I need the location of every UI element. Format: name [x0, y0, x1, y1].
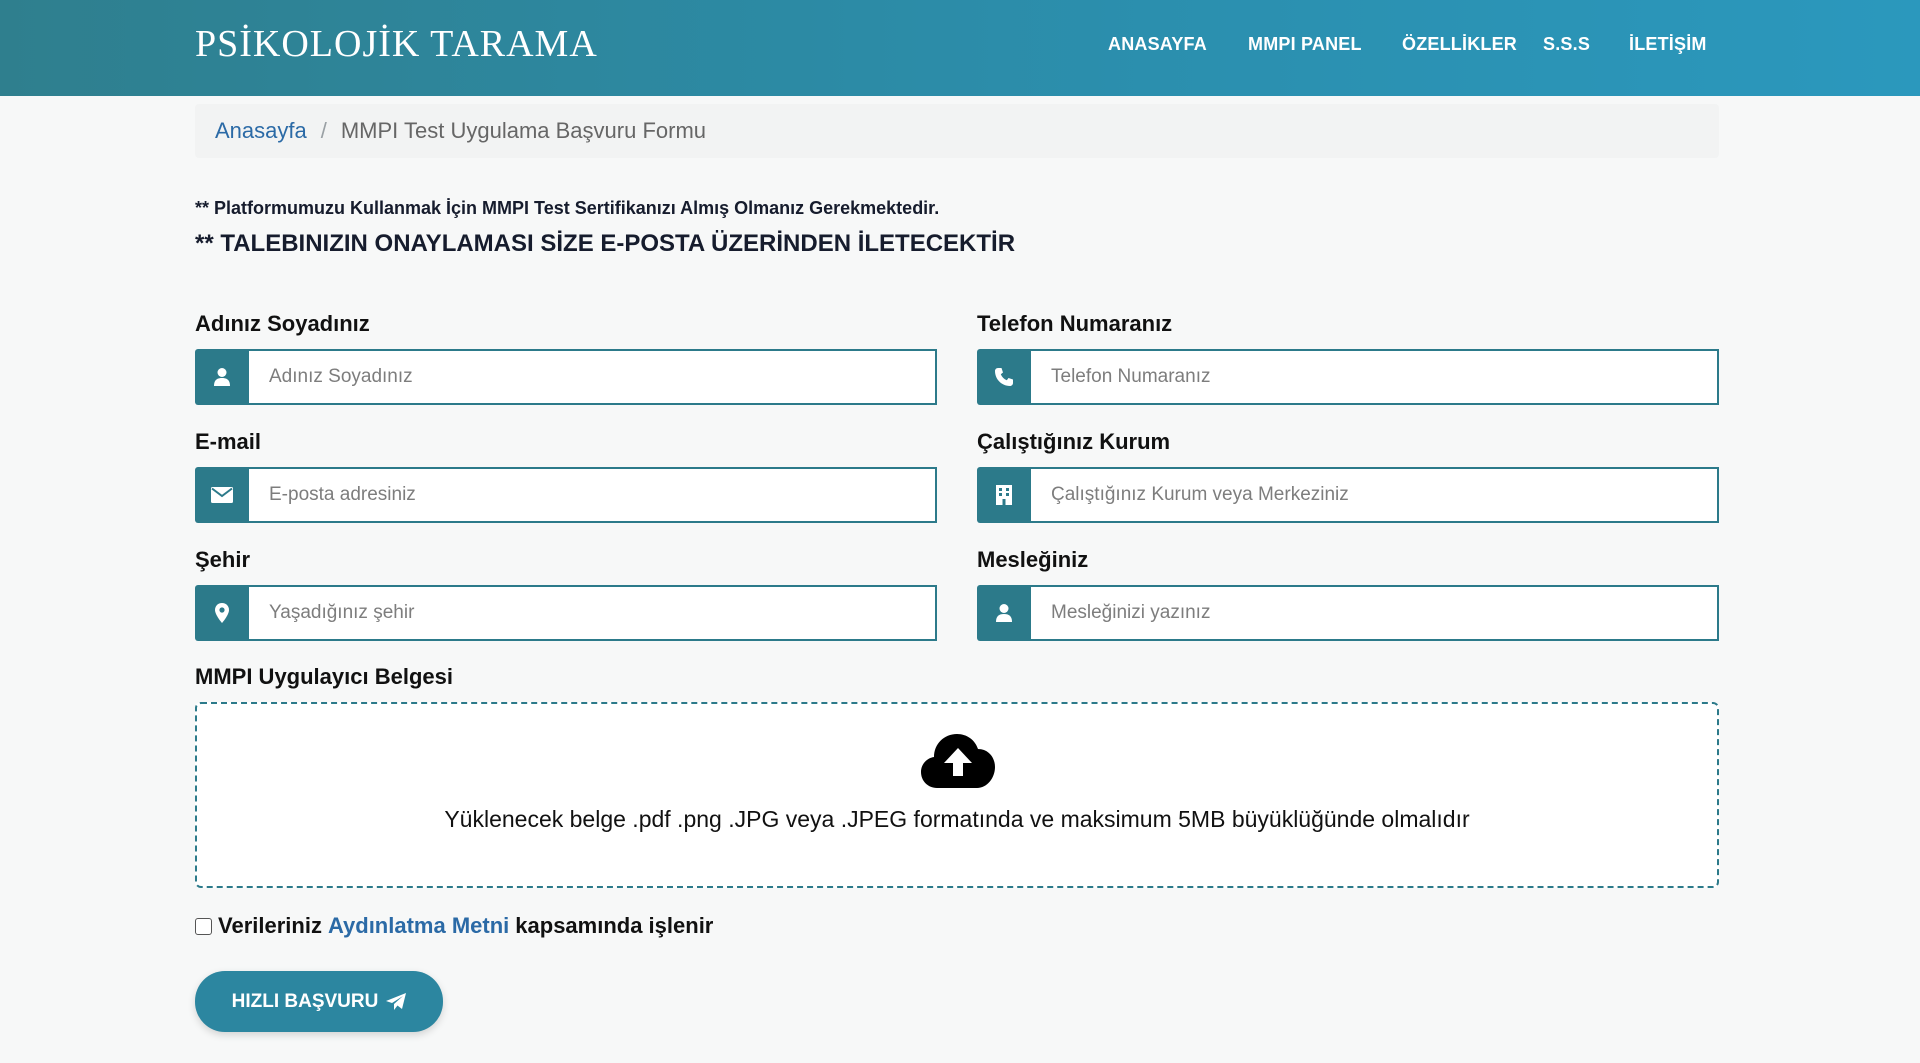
brand-logo[interactable]: PSİKOLOJİK TARAMA — [195, 23, 598, 65]
breadcrumb — [195, 104, 1719, 158]
submit-label: HIZLI BAŞVURU — [231, 990, 379, 1012]
phone-label: Telefon Numaranız — [977, 311, 1173, 336]
phone-field-group — [977, 349, 1719, 405]
email-input[interactable] — [249, 467, 937, 523]
city-label: Şehir — [195, 547, 251, 572]
envelope-icon — [211, 487, 233, 503]
breadcrumb-current: MMPI Test Uygulama Başvuru Formu — [340, 118, 707, 143]
email-addon — [195, 467, 249, 523]
nav-anasayfa[interactable]: ANASAYFA — [1108, 34, 1207, 54]
name-addon — [195, 349, 249, 405]
phone-input[interactable] — [1031, 349, 1719, 405]
city-addon — [195, 585, 249, 641]
profession-input[interactable] — [1031, 585, 1719, 641]
nav-iletisim[interactable]: İLETİŞİM — [1629, 34, 1707, 54]
city-input[interactable] — [249, 585, 937, 641]
name-field-group — [195, 349, 937, 405]
paper-plane-icon — [386, 993, 406, 1011]
nav-sss[interactable]: S.S.S — [1543, 34, 1591, 54]
email-label: E-mail — [195, 429, 262, 454]
phone-addon — [977, 349, 1031, 405]
consent-checkbox[interactable] — [195, 918, 212, 935]
approval-note: ** TALEBINIZIN ONAYLAMASI SİZE E-POSTA ÜZERİNDEN İLETECEKTİR — [195, 230, 1016, 257]
cloud-upload-icon — [921, 734, 995, 788]
profession-label: Mesleğiniz — [977, 547, 1089, 572]
building-icon — [996, 485, 1012, 505]
institution-addon — [977, 467, 1031, 523]
profession-addon — [977, 585, 1031, 641]
name-label: Adınız Soyadınız — [195, 311, 370, 336]
nav-mmpi-panel[interactable]: MMPI PANEL — [1248, 34, 1362, 54]
aydinlatma-metni-link[interactable]: Aydınlatma Metni — [327, 913, 510, 938]
upload-hint: Yüklenecek belge .pdf .png .JPG veya .JPEG formatında ve maksimum 5MB büyüklüğünde olmalıdır — [444, 806, 1470, 832]
file-dropzone[interactable] — [195, 702, 1719, 888]
breadcrumb-separator: / — [320, 118, 327, 143]
user-icon — [995, 603, 1013, 623]
consent-suffix: kapsamında işlenir — [515, 913, 714, 938]
institution-label: Çalıştığınız Kurum — [977, 429, 1171, 454]
institution-input[interactable] — [1031, 467, 1719, 523]
consent-prefix: Verileriniz — [218, 913, 322, 938]
consent-row — [195, 913, 713, 939]
email-field-group — [195, 467, 937, 523]
top-navbar — [0, 0, 1920, 96]
submit-button[interactable] — [195, 971, 443, 1032]
phone-icon — [994, 367, 1014, 387]
institution-field-group — [977, 467, 1719, 523]
city-field-group — [195, 585, 937, 641]
breadcrumb-home-link[interactable]: Anasayfa — [215, 118, 307, 143]
map-marker-icon — [215, 603, 229, 623]
upload-label: MMPI Uygulayıcı Belgesi — [195, 664, 453, 689]
name-input[interactable] — [249, 349, 937, 405]
user-icon — [213, 367, 231, 387]
certificate-note: ** Platformumuzu Kullanmak İçin MMPI Test Sertifikanızı Almış Olmanız Gerekmektedir. — [195, 198, 940, 218]
nav-ozellikler[interactable]: ÖZELLİKLER — [1402, 34, 1517, 54]
profession-field-group — [977, 585, 1719, 641]
